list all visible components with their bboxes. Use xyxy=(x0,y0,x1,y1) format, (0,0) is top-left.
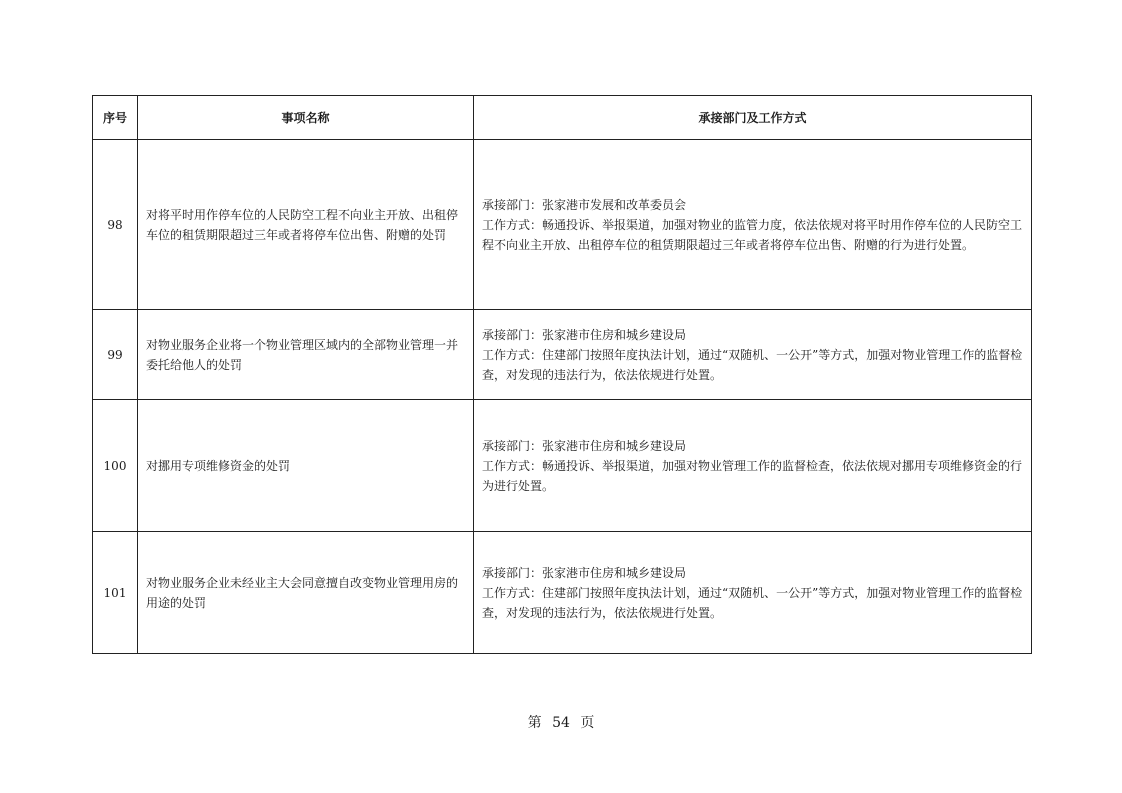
row-dept: 承接部门：张家港市住房和城乡建设局 xyxy=(482,565,687,580)
row-item-name: 对物业服务企业将一个物业管理区域内的全部物业管理一并委托给他人的处罚 xyxy=(138,310,474,400)
header-no: 序号 xyxy=(93,96,138,140)
row-item-name: 对将平时用作停车位的人民防空工程不向业主开放、出租停车位的租赁期限超过三年或者将停车位出售、附赠的处罚 xyxy=(138,140,474,310)
row-dept: 承接部门：张家港市住房和城乡建设局 xyxy=(482,438,687,453)
row-number: 98 xyxy=(93,140,138,310)
row-number: 99 xyxy=(93,310,138,400)
row-method: 工作方式：住建部门按照年度执法计划，通过“双随机、一公开”等方式，加强对物业管理工作的监督检查，对发现的违法行为，依法依规进行处置。 xyxy=(482,585,1023,620)
table-header-row xyxy=(93,96,1032,140)
row-item-name: 对物业服务企业未经业主大会同意擅自改变物业管理用房的用途的处罚 xyxy=(138,532,474,654)
row-item-name: 对挪用专项维修资金的处罚 xyxy=(138,400,474,532)
table-row xyxy=(93,140,1032,310)
row-dept-cell xyxy=(474,532,1032,654)
row-dept: 承接部门：张家港市发展和改革委员会 xyxy=(482,197,687,212)
row-dept-cell xyxy=(474,310,1032,400)
row-number: 101 xyxy=(93,532,138,654)
table-row xyxy=(93,310,1032,400)
matters-table xyxy=(92,95,1032,654)
row-method: 工作方式：畅通投诉、举报渠道，加强对物业的监管力度，依法依规对将平时用作停车位的人民防空工程不向业主开放、出租停车位的租赁期限超过三年或者将停车位出售、附赠的行为进行处置。 xyxy=(482,217,1023,252)
row-number: 100 xyxy=(93,400,138,532)
table-row xyxy=(93,532,1032,654)
row-dept-cell xyxy=(474,140,1032,310)
header-item: 事项名称 xyxy=(138,96,474,140)
row-method: 工作方式：畅通投诉、举报渠道，加强对物业管理工作的监督检查，依法依规对挪用专项维修资金的行为进行处置。 xyxy=(482,458,1023,493)
page-number: 第 54 页 xyxy=(527,715,595,731)
row-dept-cell xyxy=(474,400,1032,532)
row-method: 工作方式：住建部门按照年度执法计划，通过“双随机、一公开”等方式，加强对物业管理工作的监督检查，对发现的违法行为，依法依规进行处置。 xyxy=(482,347,1023,382)
row-dept: 承接部门：张家港市住房和城乡建设局 xyxy=(482,327,687,342)
table-row xyxy=(93,400,1032,532)
header-dept: 承接部门及工作方式 xyxy=(474,96,1032,140)
